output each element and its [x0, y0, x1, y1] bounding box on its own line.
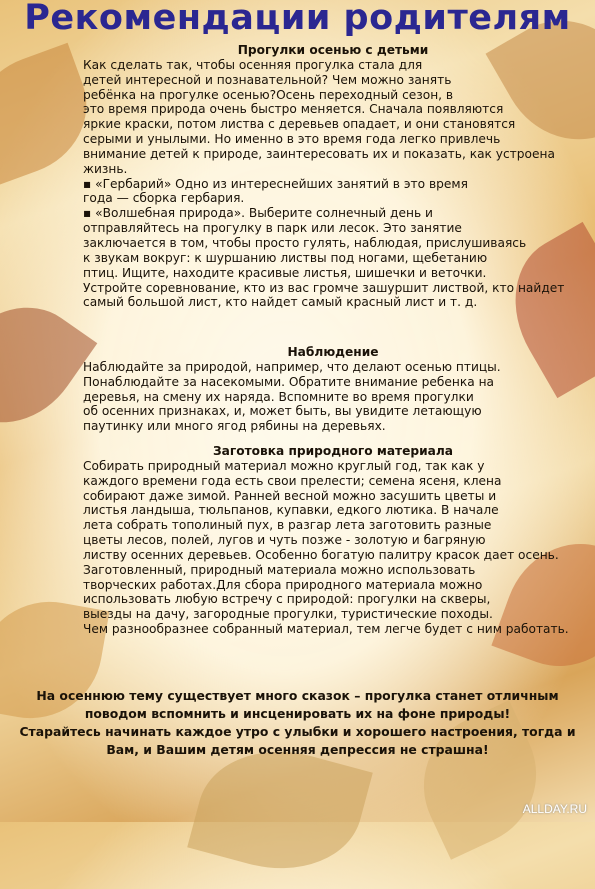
- closing-line: Вам, и Вашим детям осенняя депрессия не страшна!: [106, 742, 489, 757]
- text-line: Собирать природный материал можно круглый год, так как у: [83, 458, 485, 473]
- text-line: ▪ «Волшебная природа». Выберите солнечный день и: [83, 206, 433, 221]
- text-line: заключается в том, чтобы просто гулять, наблюдая, прислушиваясь: [83, 235, 527, 250]
- text-line: Заготовленный, природный материала можно использовать: [83, 562, 476, 577]
- watermark-logo: ALLDAY.RU: [522, 802, 587, 816]
- text-line: птиц. Ищите, находите красивые листья, шишечки и веточки.: [83, 265, 487, 280]
- text-line: ▪ «Гербарий» Одно из интереснейших занятий в это время: [83, 176, 468, 191]
- text-line: Устройте соревнование, кто из вас громче зашуршит листвой, кто найдет: [83, 280, 565, 295]
- text-line: Понаблюдайте за насекомыми. Обратите внимание ребенка на: [83, 374, 495, 389]
- section-heading: Заготовка природного материала: [212, 444, 454, 458]
- text-line: Чем разнообразнее собранный материал, тем легче будет с ним работать.: [83, 622, 569, 637]
- closing-line: Старайтесь начинать каждое утро с улыбки и хорошего настроения, тогда и: [19, 724, 576, 739]
- text-line: выезды на дачу, загородные прогулки, туристические походы.: [83, 607, 493, 622]
- text-line: года — сборка гербария.: [83, 191, 245, 206]
- text-line: паутинку или много ягод рябины на деревьях.: [83, 419, 386, 434]
- text-line: внимание детей к природе, заинтересовать их и показать, как устроена: [83, 146, 555, 161]
- section-body: [83, 58, 583, 310]
- text-line: к звукам вокруг: к шуршанию листвы под ногами, щебетанию: [83, 250, 488, 265]
- text-line: это время природа очень быстро меняется. Сначала появляются: [83, 102, 504, 117]
- text-line: творческих работах.Для сбора природного материала можно: [83, 577, 483, 592]
- section-body: [83, 360, 583, 434]
- text-line: яркие краски, потом листва с деревьев опадает, и они становятся: [83, 117, 516, 132]
- text-line: отправляйтесь на прогулку в парк или лесок. Это занятие: [83, 221, 462, 236]
- section-materials: [83, 444, 583, 637]
- text-line: собирают даже зимой. Ранней весной можно засушить цветы и: [83, 488, 497, 503]
- section-heading: Прогулки осенью с детьми: [237, 43, 429, 57]
- closing-line: поводом вспомнить и инсценировать их на фоне природы!: [84, 706, 511, 721]
- text-line: использовать любую встречу с природой: прогулки на скверы,: [83, 592, 491, 607]
- closing-text: [0, 687, 595, 759]
- text-line: деревья, на смену их наряда. Вспомните во время прогулки: [83, 389, 474, 404]
- section-body: [83, 459, 583, 637]
- text-line: серыми и унылыми. Но именно в это время года легко привлечь: [83, 132, 501, 147]
- text-line: ребёнка на прогулке осенью?Осень переходный сезон, в: [83, 87, 454, 102]
- text-line: каждого времени года есть свои прелести; семена ясеня, клена: [83, 473, 502, 488]
- text-line: листья ландыша, тюльпанов, купавки, едкого лютика. В начале: [83, 503, 499, 518]
- text-line: жизнь.: [83, 161, 128, 176]
- section-observation: [83, 345, 583, 434]
- text-line: Как сделать так, чтобы осенняя прогулка стала для: [83, 57, 423, 72]
- text-line: лета собрать тополиный пух, в разгар лета заготовить разные: [83, 518, 492, 533]
- text-line: цветы лесов, полей, лугов и чуть позже - золотую и багряную: [83, 533, 486, 548]
- closing-line: На осеннюю тему существует много сказок – прогулка станет отличным: [36, 688, 559, 703]
- page-title: Рекомендации родителям: [24, 0, 571, 38]
- text-line: детей интересной и познавательной? Чем можно занять: [83, 72, 452, 87]
- text-line: об осенних признаках, и, может быть, вы увидите летающую: [83, 404, 482, 419]
- section-walks: [83, 43, 583, 310]
- text-line: Наблюдайте за природой, например, что делают осенью птицы.: [83, 359, 501, 374]
- section-heading: Наблюдение: [287, 345, 379, 359]
- text-line: листву осенних деревьев. Особенно богатую палитру красок дает осень.: [83, 547, 559, 562]
- text-line: самый большой лист, кто найдет самый красный лист и т. д.: [83, 295, 478, 310]
